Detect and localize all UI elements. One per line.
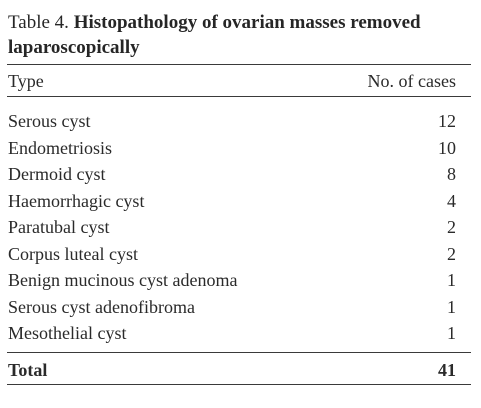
row-cases: 12 (438, 111, 456, 131)
row-cases: 1 (447, 270, 456, 290)
table-header (8, 70, 456, 92)
header-rule (7, 96, 471, 97)
header-type: Type (8, 71, 44, 91)
table-row (8, 320, 456, 347)
table-row (8, 267, 456, 294)
row-type: Dermoid cyst (8, 164, 106, 184)
total-cases: 41 (438, 360, 456, 380)
table-row (8, 241, 456, 268)
caption-prefix: Table 4. (8, 12, 74, 33)
table-row (8, 108, 456, 135)
row-cases: 8 (447, 164, 456, 184)
row-cases: 1 (447, 296, 456, 317)
total-row (8, 358, 456, 382)
row-type: Endometriosis (8, 137, 112, 158)
caption-title: Histopathology of ovarian masses removed laparoscopically (8, 12, 421, 58)
row-type: Serous cyst adenofibroma (8, 296, 195, 317)
row-type: Benign mucinous cyst adenoma (8, 270, 238, 290)
top-rule (7, 64, 471, 65)
row-type: Haemorrhagic cyst (8, 190, 145, 211)
row-type: Serous cyst (8, 111, 91, 131)
header-cases: No. of cases (367, 71, 456, 91)
table-body (8, 108, 456, 347)
row-type: Paratubal cyst (8, 217, 110, 237)
table-caption (8, 10, 474, 60)
row-type: Mesothelial cyst (8, 323, 127, 343)
table-row (8, 214, 456, 241)
total-rule (7, 352, 471, 353)
row-cases: 4 (447, 190, 456, 211)
bottom-rule (7, 384, 471, 385)
table-row (8, 161, 456, 188)
row-cases: 2 (447, 243, 456, 264)
row-cases: 10 (438, 137, 456, 158)
row-type: Corpus luteal cyst (8, 243, 138, 264)
table-row (8, 135, 456, 162)
table-row (8, 188, 456, 215)
row-cases: 1 (447, 323, 456, 343)
total-label: Total (8, 360, 48, 380)
table-row (8, 294, 456, 321)
row-cases: 2 (447, 217, 456, 237)
